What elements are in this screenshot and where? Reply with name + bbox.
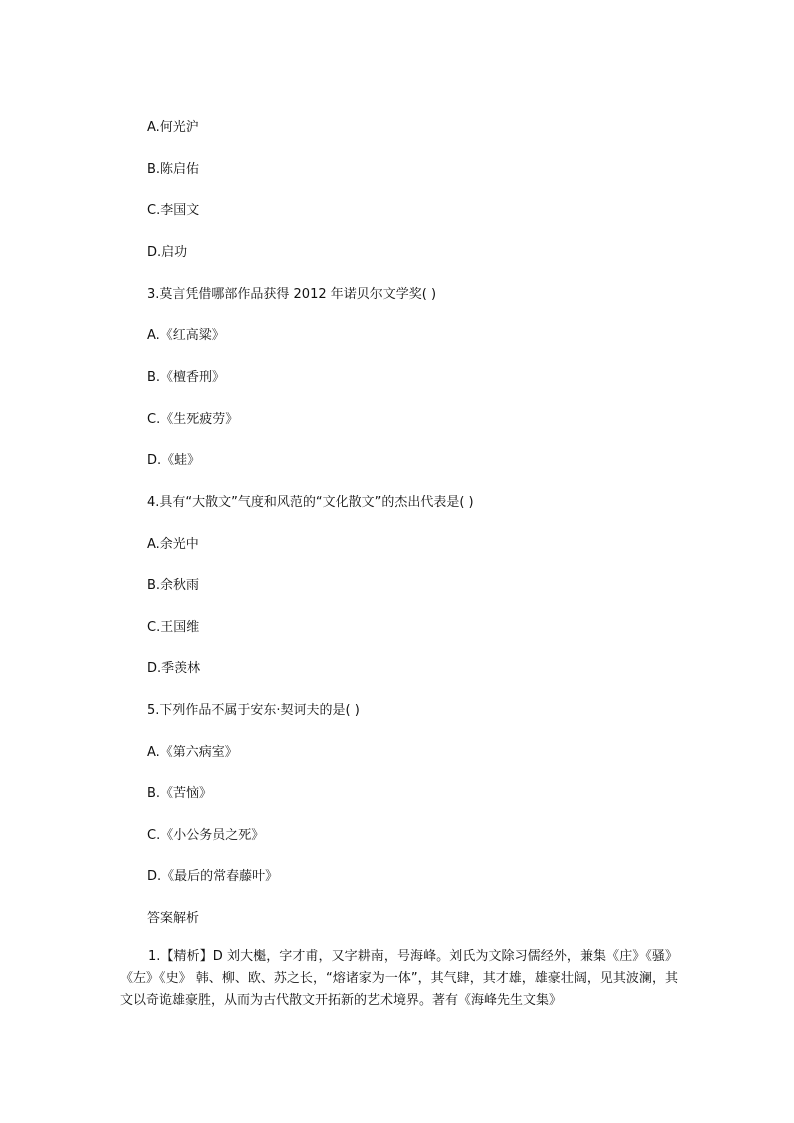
q3-option-b: B.《檀香刑》 bbox=[147, 370, 226, 385]
q2-option-b: B.陈启佑 bbox=[147, 162, 200, 177]
q4-option-d: D.季羡林 bbox=[147, 661, 201, 676]
q4-option-b: B.余秋雨 bbox=[147, 578, 200, 593]
answer-heading: 答案解析 bbox=[147, 911, 200, 926]
q5-option-a: A.《第六病室》 bbox=[147, 745, 238, 760]
q5-option-c: C.《小公务员之死》 bbox=[147, 828, 265, 843]
q2-option-a: A.何光沪 bbox=[147, 120, 199, 135]
q3-option-a: A.《红高粱》 bbox=[147, 328, 225, 343]
q3-option-d: D.《蛙》 bbox=[147, 453, 201, 468]
q5-stem: 5.下列作品不属于安东·契诃夫的是( ) bbox=[147, 703, 360, 718]
q2-option-c: C.李国文 bbox=[147, 203, 200, 218]
q3-option-c: C.《生死疲劳》 bbox=[147, 412, 239, 427]
q2-option-d: D.启功 bbox=[147, 245, 188, 260]
q4-option-c: C.王国维 bbox=[147, 620, 200, 635]
q5-option-d: D.《最后的常春藤叶》 bbox=[147, 869, 279, 884]
q3-stem: 3.莫言凭借哪部作品获得 2012 年诺贝尔文学奖( ) bbox=[147, 287, 437, 302]
answer-paragraph-1: 1.【精析】D 刘大櫆，字才甫，又字耕南，号海峰。刘氏为文除习儒经外，兼集《庄》《骚》《左》《史》 韩、柳、欧、苏之长，“熔诸家为一体”，其气肆，其才雄，雄豪壮阔，见其波澜，其文以奇诡雄豪胜，从而为古代散文开拓新的艺术境界。著有《海峰先生文集》 bbox=[120, 949, 678, 1008]
q5-option-b: B.《苦恼》 bbox=[147, 786, 213, 801]
q4-option-a: A.余光中 bbox=[147, 537, 199, 552]
q4-stem: 4.具有“大散文”气度和风范的“文化散文”的杰出代表是( ) bbox=[147, 495, 474, 510]
